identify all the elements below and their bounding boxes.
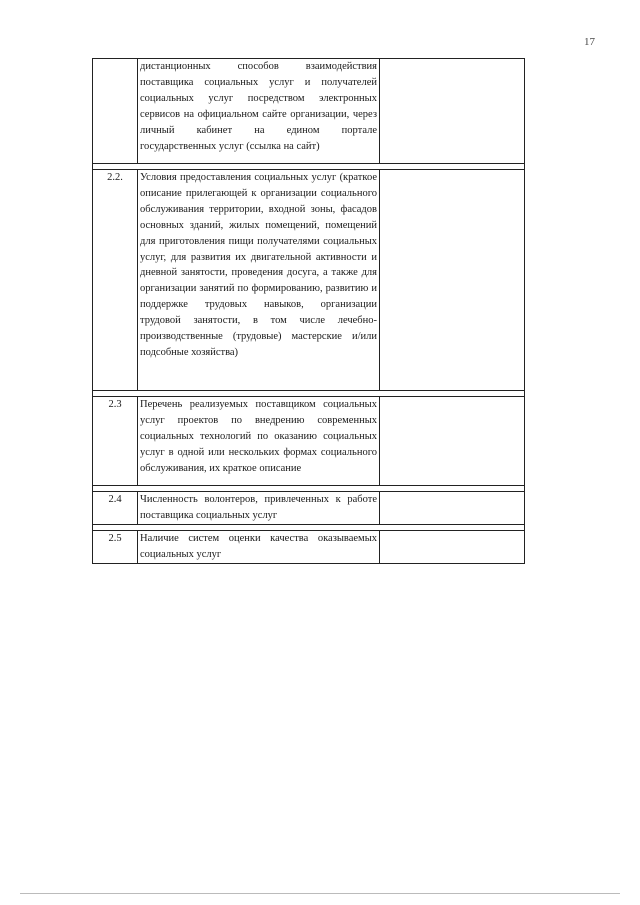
table-row bbox=[93, 492, 525, 525]
scan-edge-line bbox=[20, 893, 620, 894]
row-value-cell[interactable] bbox=[380, 397, 525, 486]
row-value-cell[interactable] bbox=[380, 530, 525, 563]
row-value-cell[interactable] bbox=[380, 170, 525, 391]
row-number: 2.3 bbox=[93, 397, 138, 486]
row-description: Численность волонтеров, привлеченных к работе поставщика социальных услуг bbox=[138, 492, 380, 525]
row-number: 2.5 bbox=[93, 530, 138, 563]
page-number: 17 bbox=[584, 36, 595, 48]
table-row bbox=[93, 530, 525, 563]
table-row bbox=[93, 170, 525, 391]
row-description: Наличие систем оценки качества оказываемых социальных услуг bbox=[138, 530, 380, 563]
row-description: дистанционных способов взаимодействия поставщика социальных услуг и получателей социальных услуг посредством электронных сервисов на официальном сайте организации, через личный кабинет на едином портале государственных услуг (ссылка на сайт) bbox=[138, 59, 380, 164]
table-row bbox=[93, 59, 525, 164]
row-number: 2.4 bbox=[93, 492, 138, 525]
row-description: Перечень реализуемых поставщиком социальных услуг проектов по внедрению современных социальных технологий по оказанию социальных услуг в одной или нескольких формах социального обслуживания, их краткое описание bbox=[138, 397, 380, 486]
form-table bbox=[92, 58, 525, 564]
row-number bbox=[93, 59, 138, 164]
row-description: Условия предоставления социальных услуг (краткое описание прилегающей к организации социального обслуживания территории, входной зоны, фасадов основных зданий, жилых помещений, помещений для приготовления пищи получателями социальных услуг, для развития их двигательной активности и дневной занятости, проведения досуга, а также для организации занятий по формированию, развитию и поддержке трудовых навыков, организации трудовой занятости, в том числе лечебно-производственные (трудовые) мастерские и/или подсобные хозяйства) bbox=[138, 170, 380, 391]
row-value-cell[interactable] bbox=[380, 492, 525, 525]
row-number: 2.2. bbox=[93, 170, 138, 391]
row-value-cell[interactable] bbox=[380, 59, 525, 164]
table-row bbox=[93, 397, 525, 486]
